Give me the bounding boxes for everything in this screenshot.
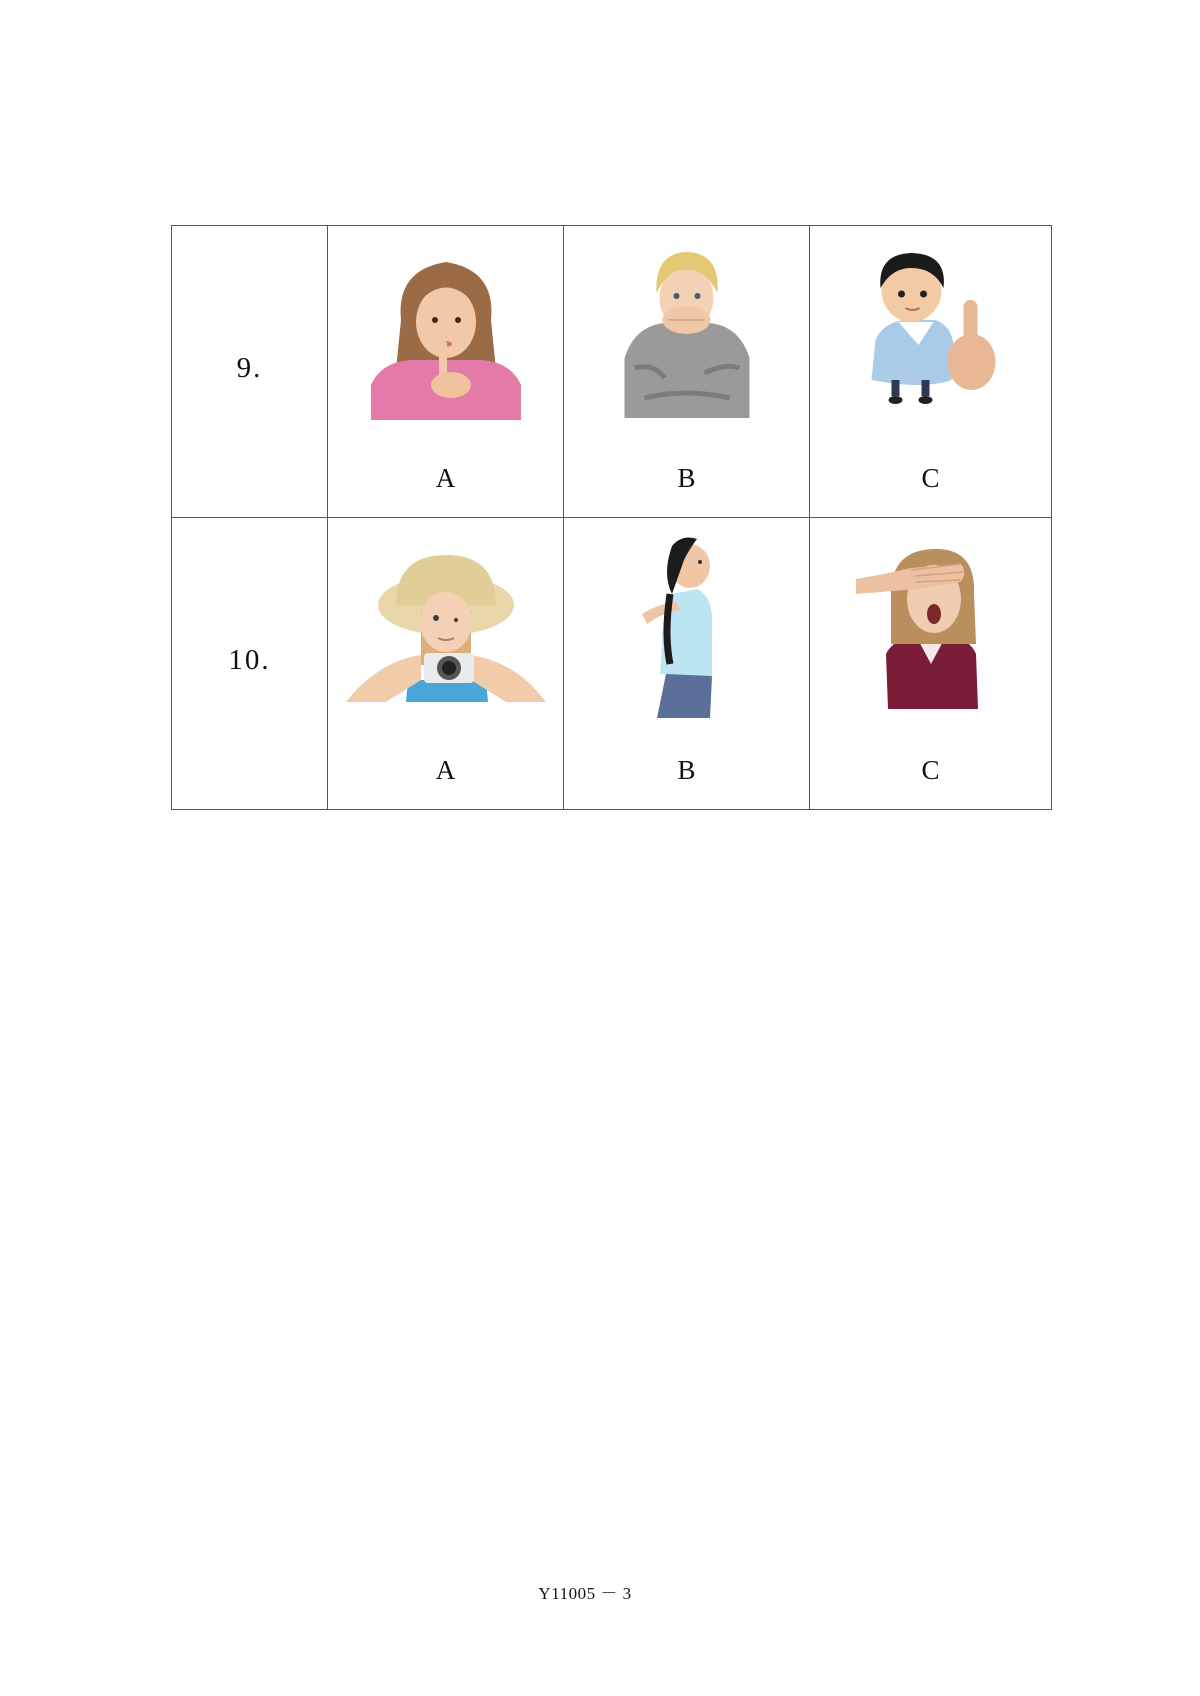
question-number-cell [172,226,328,518]
option-cell-b[interactable] [564,226,810,518]
girl-arms-outstretched-picture [642,534,732,718]
option-label: B [677,755,696,785]
option-label: A [435,755,456,785]
option-cell-c[interactable] [810,226,1052,518]
woman-surprised-picture [856,534,1006,709]
question-table [171,225,1052,810]
question-number: 10. [228,644,271,676]
option-cell-b[interactable] [564,518,810,810]
boy-thumbs-up-picture [863,250,998,405]
option-label: B [677,463,696,493]
boy-covering-mouth-picture [624,248,749,418]
question-row-9 [172,226,1052,518]
question-row-10 [172,518,1052,810]
question-number-cell [172,518,328,810]
option-cell-c[interactable] [810,518,1052,810]
option-cell-a[interactable] [328,226,564,518]
page-footer: Y11005 － 3 [538,1584,632,1603]
option-cell-a[interactable] [328,518,564,810]
question-number: 9. [236,352,263,384]
option-label: A [435,463,456,493]
option-label: C [921,755,940,785]
girl-with-camera-picture [346,550,546,702]
option-label: C [921,463,940,493]
girl-thinking-picture [371,250,521,420]
